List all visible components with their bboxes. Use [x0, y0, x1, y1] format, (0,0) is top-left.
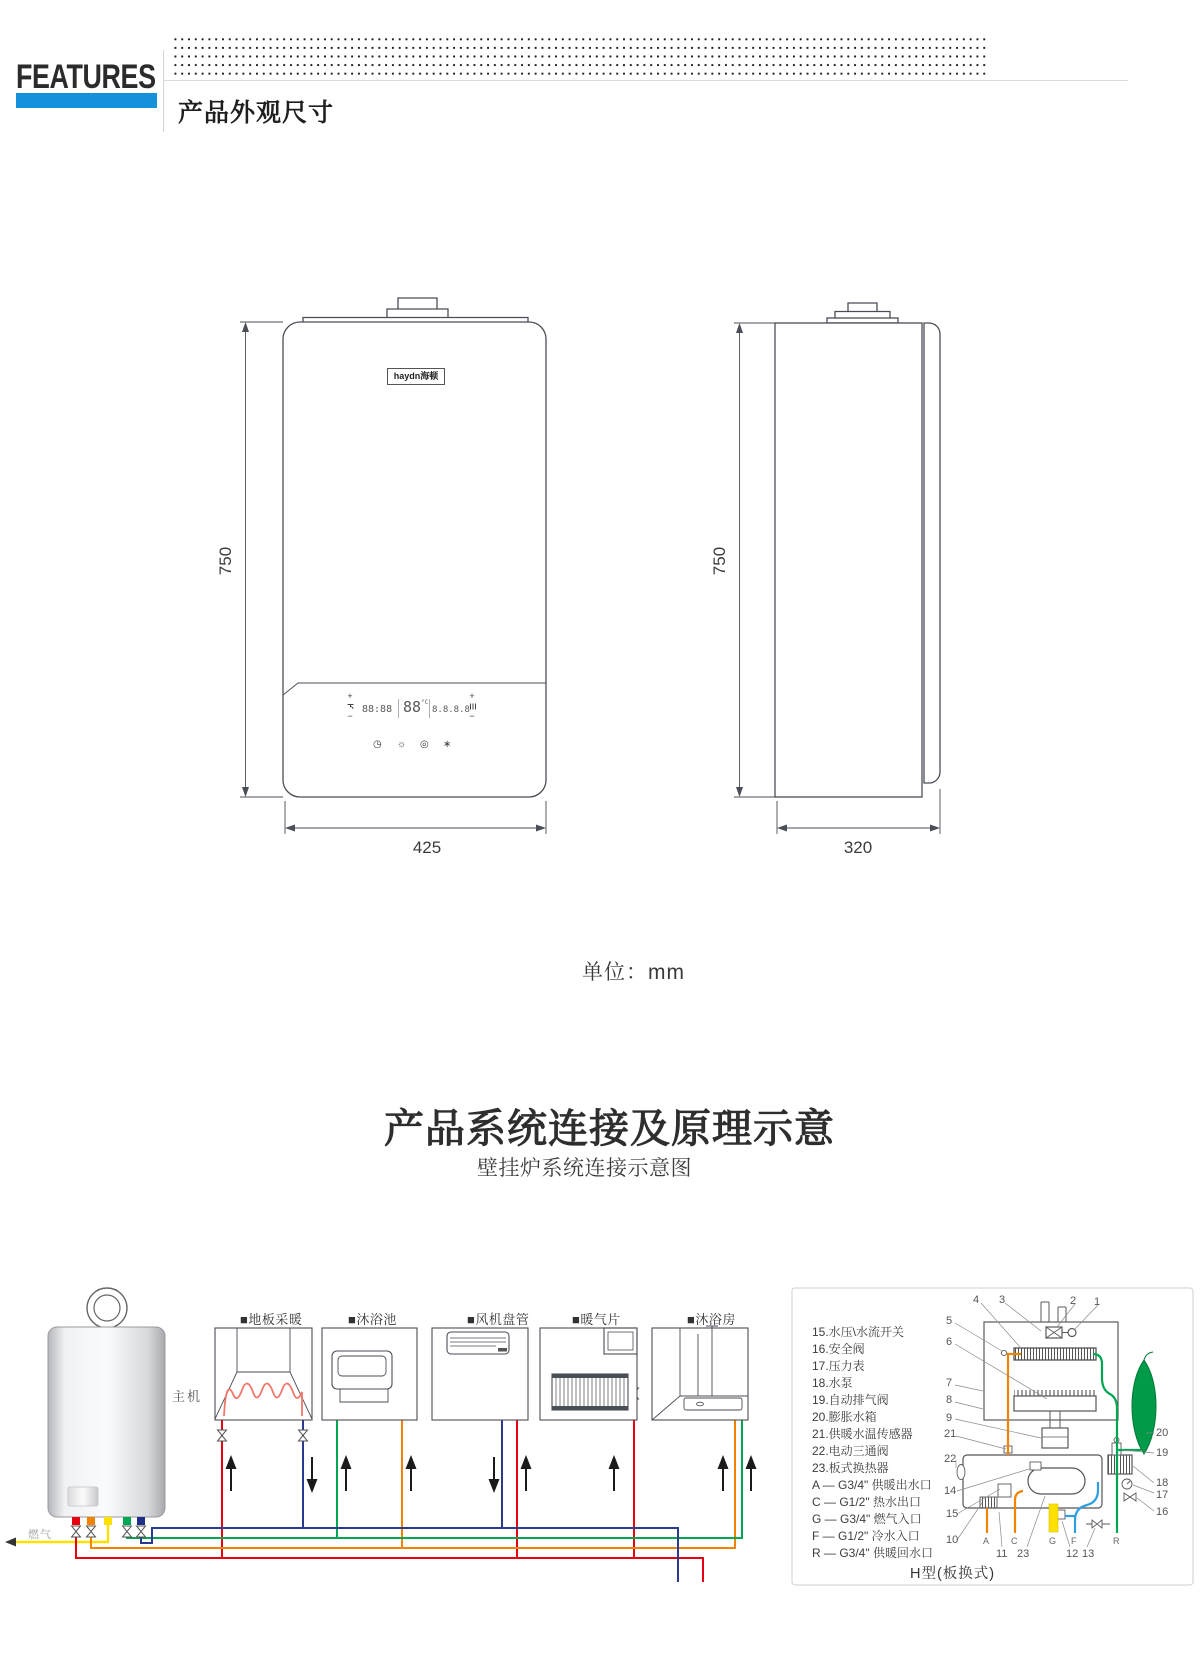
port-label-a: A	[983, 1536, 990, 1546]
faucet-icon	[346, 702, 355, 711]
unit-note: 单位：mm	[582, 961, 685, 984]
appliance-shower-room	[652, 1326, 748, 1420]
power-icon: ◎	[420, 739, 429, 750]
callout-5: 5	[946, 1315, 953, 1327]
legend-line: A — G3/4" 供暖出水口	[812, 1478, 932, 1492]
callout-22: 22	[944, 1453, 957, 1465]
legend-line: 21.供暖水温传感器	[812, 1427, 913, 1441]
callout-3: 3	[999, 1294, 1006, 1306]
comfort-icon: ☼	[397, 739, 407, 750]
callout-20: 20	[1156, 1427, 1169, 1439]
callout-13: 13	[1082, 1548, 1095, 1560]
schematic-caption: H型(板换式)	[910, 1566, 996, 1582]
port-label-r: R	[1113, 1536, 1120, 1546]
callout-14: 14	[944, 1485, 957, 1497]
legend-line: G — G3/4" 燃气入口	[812, 1512, 922, 1526]
legend-line: C — G1/2" 热水出口	[812, 1495, 921, 1509]
label-bathtub: ■沐浴池	[348, 1312, 397, 1327]
features-heading: FEATURES	[16, 58, 156, 96]
port-stub-gas	[104, 1517, 112, 1525]
port-stub-cold	[137, 1517, 145, 1525]
lcd-temp-unit: °C	[421, 699, 429, 706]
lcd-time: 88:88	[362, 704, 393, 715]
heating-plus-button: +	[469, 691, 475, 701]
section2-subtitle: 壁挂炉系统连接示意图	[477, 1157, 692, 1180]
callout-10: 10	[946, 1534, 959, 1546]
main-unit-label: 主机	[172, 1389, 203, 1404]
legend-line: 20.膨胀水箱	[812, 1410, 877, 1424]
callout-23: 23	[1017, 1548, 1030, 1560]
legend-line: 23.板式换热器	[812, 1461, 889, 1475]
appliance-floor-heating	[215, 1328, 312, 1420]
callout-1: 1	[1094, 1296, 1101, 1308]
label-floor-heating: ■地板采暖	[240, 1312, 303, 1327]
legend-line: F — G1/2" 冷水入口	[812, 1529, 920, 1543]
label-shower-room: ■沐浴房	[687, 1312, 736, 1327]
callout-12: 12	[1066, 1548, 1079, 1560]
lcd-parameters: 8.8.8.8	[432, 705, 470, 715]
appliance-radiator	[540, 1328, 637, 1420]
mode-icon: ∗	[443, 739, 452, 750]
legend-line: 15.水压\水流开关	[812, 1325, 905, 1339]
gas-label: 燃气	[28, 1529, 52, 1541]
brand-logo: haydn海顿	[387, 368, 445, 385]
side-depth-label: 320	[843, 838, 873, 857]
side-view-drawing	[775, 303, 940, 797]
legend-line: 22.电动三通阀	[812, 1444, 889, 1458]
callout-16: 16	[1156, 1506, 1169, 1518]
port-label-f: F	[1071, 1536, 1077, 1546]
timer-icon: ◷	[373, 739, 382, 750]
callout-7: 7	[946, 1377, 953, 1389]
front-height-label: 750	[216, 546, 235, 576]
legend-line: 17.压力表	[812, 1359, 865, 1373]
dhw-minus-button: −	[347, 711, 353, 721]
callout-17: 17	[1156, 1489, 1169, 1501]
legend-line: 19.自动排气阀	[812, 1393, 889, 1407]
appliance-bathtub	[322, 1328, 417, 1420]
legend-line: R — G3/4" 供暖回水口	[812, 1546, 933, 1560]
callout-2: 2	[1070, 1295, 1077, 1307]
label-fan-coil: ■风机盘管	[467, 1312, 530, 1327]
callout-4: 4	[973, 1294, 980, 1306]
legend-line: 16.安全阀	[812, 1342, 865, 1356]
callout-19: 19	[1156, 1447, 1169, 1459]
callout-9: 9	[946, 1412, 953, 1424]
dhw-plus-button: +	[347, 691, 353, 701]
side-height-label: 750	[710, 546, 729, 576]
flow-arrows	[226, 1455, 757, 1493]
callout-18: 18	[1156, 1477, 1169, 1489]
appliance-fan-coil	[432, 1328, 528, 1420]
callout-15: 15	[946, 1508, 959, 1520]
port-stub-return	[123, 1517, 131, 1525]
legend-line: 18.水泵	[812, 1376, 853, 1390]
label-radiator: ■暖气片	[572, 1312, 621, 1327]
radiator-icon	[469, 702, 478, 711]
section1-title: 产品外观尺寸	[178, 99, 335, 127]
heating-minus-button: −	[469, 711, 475, 721]
lcd-temperature: 88	[403, 698, 422, 716]
port-stub-dhw	[87, 1517, 95, 1525]
section2-title: 产品系统连接及原理示意	[384, 1107, 835, 1151]
system-diagram-boiler	[48, 1288, 165, 1525]
callout-21: 21	[944, 1428, 957, 1440]
callout-8: 8	[946, 1394, 953, 1406]
port-stub-heating-supply	[72, 1517, 80, 1525]
port-label-g: G	[1049, 1536, 1057, 1546]
port-label-c: C	[1011, 1536, 1018, 1546]
callout-11: 11	[996, 1548, 1008, 1560]
front-width-label: 425	[412, 838, 442, 857]
callout-6: 6	[946, 1336, 953, 1348]
